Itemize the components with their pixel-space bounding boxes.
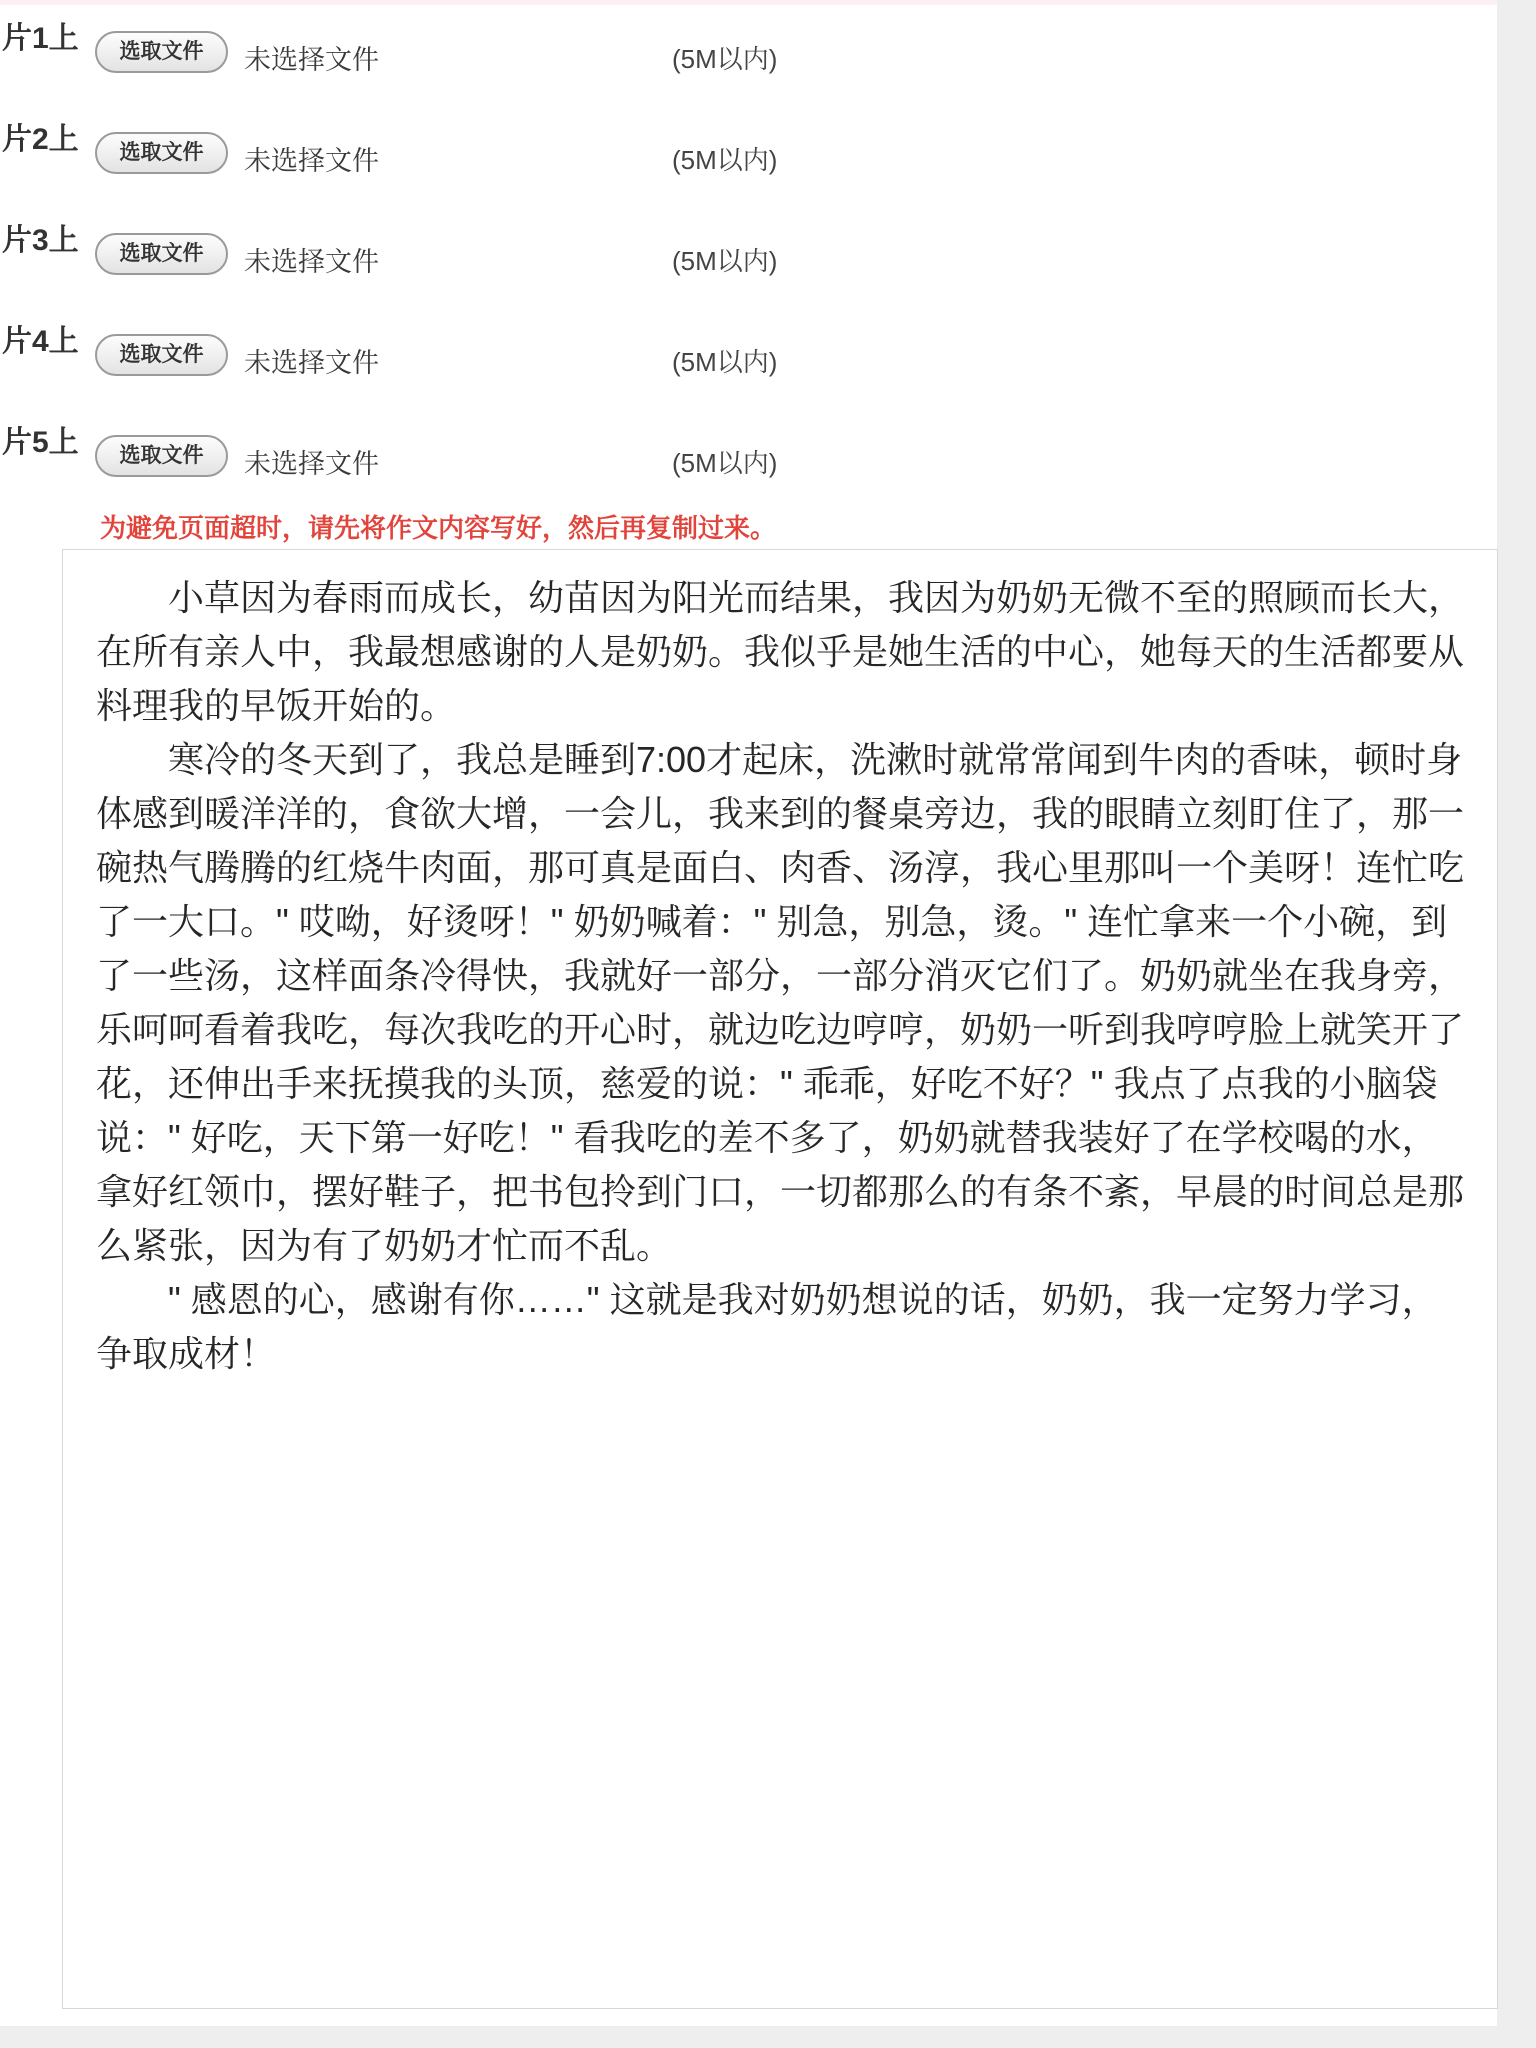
timeout-warning-text: 为避免页面超时，请先将作文内容写好，然后再复制过来。 (100, 513, 777, 543)
size-limit-hint-1: (5M以内) (672, 44, 778, 74)
size-limit-hint-2: (5M以内) (672, 145, 778, 175)
upload-row-2 (0, 106, 1497, 207)
size-limit-hint-5: (5M以内) (672, 448, 778, 478)
upload-row-3 (0, 207, 1497, 308)
image-1-label: 片1上 (2, 22, 79, 55)
file-status-text-3: 未选择文件 (244, 247, 379, 277)
file-status-text-1: 未选择文件 (244, 45, 379, 75)
file-status-text-4: 未选择文件 (244, 348, 379, 378)
upload-row-5 (0, 409, 1497, 510)
choose-file-button-3[interactable]: 选取文件 (95, 233, 228, 275)
choose-file-button-5[interactable]: 选取文件 (95, 435, 228, 477)
image-5-label: 片5上 (2, 426, 79, 459)
upload-row-1 (0, 5, 1497, 106)
upload-row-4 (0, 308, 1497, 409)
choose-file-button-2[interactable]: 选取文件 (95, 132, 228, 174)
image-upload-section (0, 5, 1497, 510)
essay-textarea[interactable] (62, 549, 1498, 2009)
image-3-label: 片3上 (2, 224, 79, 257)
size-limit-hint-3: (5M以内) (672, 246, 778, 276)
file-status-text-2: 未选择文件 (244, 146, 379, 176)
image-4-label: 片4上 (2, 325, 79, 358)
size-limit-hint-4: (5M以内) (672, 347, 778, 377)
file-status-text-5: 未选择文件 (244, 449, 379, 479)
image-2-label: 片2上 (2, 123, 79, 156)
choose-file-button-4[interactable]: 选取文件 (95, 334, 228, 376)
choose-file-button-1[interactable]: 选取文件 (95, 31, 228, 73)
